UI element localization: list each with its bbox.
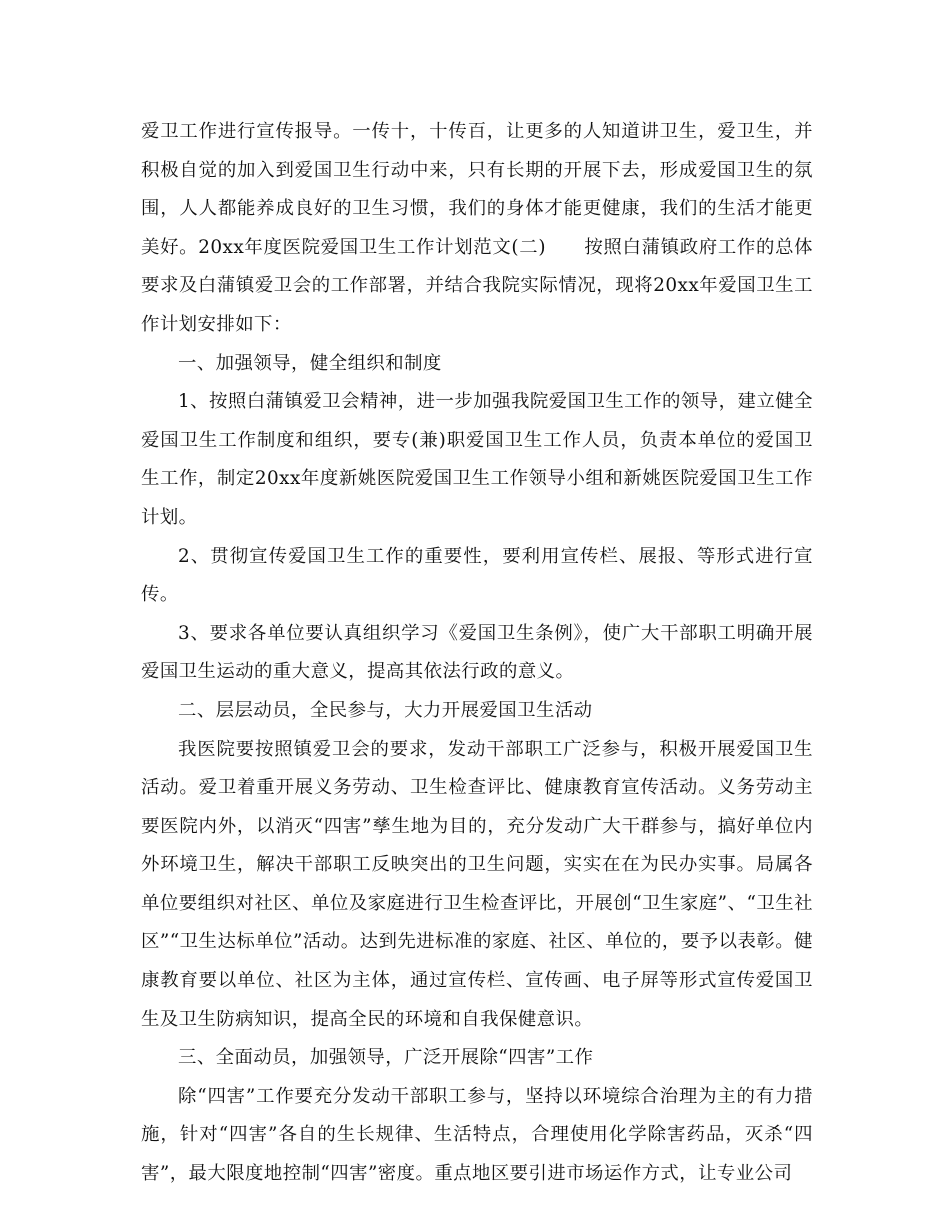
paragraph-pest-control: 除“四害”工作要充分发动干部职工参与，坚持以环境综合治理为主的有力措施，针对“四害”各自的生长规律、生活特点，合理使用化学除害药品，灭杀“四害”，最大限度地控制“四害”密度。重点地区要引进市场运作方式，让专业公司 — [141, 1085, 813, 1185]
paragraph-activities: 我医院要按照镇爱卫会的要求，发动干部职工广泛参与，积极开展爱国卫生活动。爱卫着重开展义务劳动、卫生检查评比、健康教育宣传活动。义务劳动主要医院内外，以消灭“四害”孳生地为目的，充分发动广大干群参与，搞好单位内外环境卫生，解决干部职工反映突出的卫生问题，实实在在为民办实事。局属各单位要组织对社区、单位及家庭进行卫生检查评比，开展创“卫生家庭”、“卫生社区”“卫生达标单位”活动。达到先进标准的家庭、社区、单位的，要予以表彰。健康教育要以单位、社区为主体，通过宣传栏、宣传画、电子屏等形式宣传爱国卫生及卫生防病知识，提高全民的环境和自我保健意识。 — [141, 738, 813, 1030]
paragraph-item-3: 3、要求各单位要认真组织学习《爱国卫生条例》，使广大干部职工明确开展爱国卫生运动的重大意义，提高其依法行政的意义。 — [141, 622, 813, 683]
section-heading-3: 三、全面动员，加强领导，广泛开展除“四害”工作 — [178, 1047, 594, 1069]
section-heading-2: 二、层层动员，全民参与，大力开展爱国卫生活动 — [178, 699, 593, 721]
section-heading-1: 一、加强领导，健全组织和制度 — [178, 352, 442, 374]
paragraph-item-2: 2、贯彻宣传爱国卫生工作的重要性，要利用宣传栏、展报、等形式进行宣传。 — [141, 545, 813, 606]
paragraph-intro: 爱卫工作进行宣传报导。一传十，十传百，让更多的人知道讲卫生，爱卫生，并积极自觉的加入到爱国卫生行动中来，只有长期的开展下去，形成爱国卫生的氛围，人人都能养成良好的卫生习惯，我们的身体才能更健康，我们的生活才能更美好。20xx年度医院爱国卫生工作计划范文(二) 按照白蒲镇政府工作的总体要求及白蒲镇爱卫会的工作部署，并结合我院实际情况，现将20xx年爱国卫生工作计划安排如下： — [141, 121, 813, 335]
document-body — [141, 113, 813, 1194]
paragraph-item-1: 1、按照白蒲镇爱卫会精神，进一步加强我院爱国卫生工作的领导，建立健全爱国卫生工作制度和组织，要专(兼)职爱国卫生工作人员，负责本单位的爱国卫生工作，制定20xx年度新姚医院爱国卫生工作领导小组和新姚医院爱国卫生工作计划。 — [141, 391, 813, 528]
